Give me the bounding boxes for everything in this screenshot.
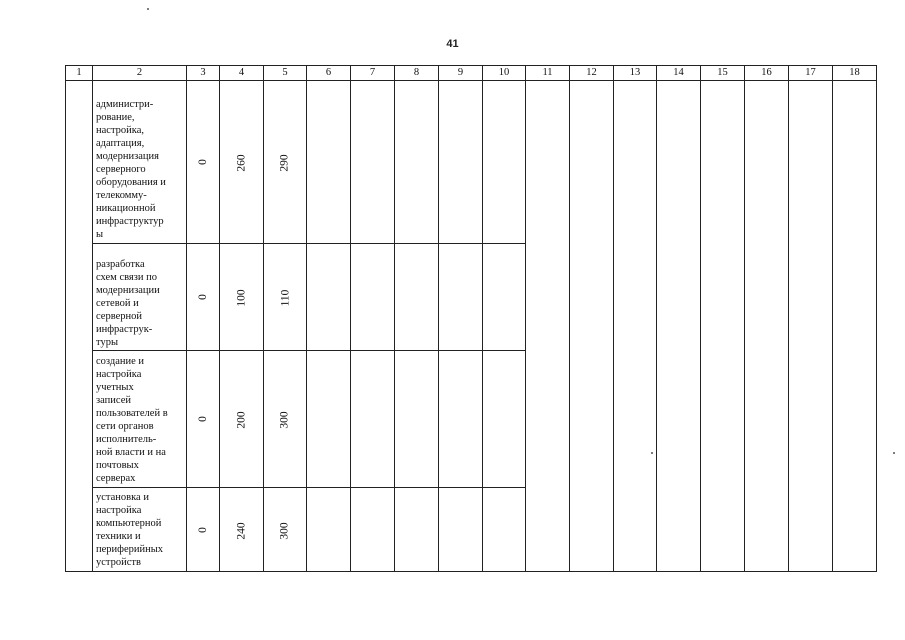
empty-cell	[439, 81, 483, 244]
value-col3	[187, 488, 220, 572]
value-col3-text: 0	[197, 416, 209, 422]
empty-cell	[307, 488, 351, 572]
value-col5-text: 300	[279, 521, 291, 540]
table-row	[66, 81, 877, 244]
merged-cell-col11	[526, 81, 570, 572]
empty-cell	[351, 488, 395, 572]
empty-cell	[439, 244, 483, 351]
merged-cell-col12	[570, 81, 614, 572]
column-number-header: 3	[187, 66, 220, 81]
empty-cell	[483, 488, 526, 572]
merged-cell-col13	[614, 81, 657, 572]
empty-cell	[307, 244, 351, 351]
merged-cell-col17	[789, 81, 833, 572]
value-col5	[264, 81, 307, 244]
column-number-header: 2	[93, 66, 187, 81]
row-description: создание и настройка учетных записей пользователей в сети органов исполнитель- ной власти и на почтовых серверах	[93, 351, 187, 488]
column-number-header: 7	[351, 66, 395, 81]
column-number-row	[66, 66, 877, 81]
row-description: установка и настройка компьютерной техники и периферийных устройств	[93, 488, 187, 572]
empty-cell	[483, 81, 526, 244]
empty-cell	[439, 351, 483, 488]
empty-cell	[395, 81, 439, 244]
row-description: разработка схем связи по модернизации сетевой и серверной инфраструк- туры	[93, 244, 187, 351]
row-description: администри- рование, настройка, адаптация, модернизация серверного оборудования и телекомму- никационной инфраструктур ы	[93, 81, 187, 244]
value-col3	[187, 81, 220, 244]
empty-cell	[351, 244, 395, 351]
value-col5-text: 110	[278, 289, 291, 307]
value-col5-text: 300	[279, 411, 291, 429]
empty-cell	[395, 244, 439, 351]
value-col4-text: 260	[235, 154, 248, 172]
value-col3-text: 0	[197, 159, 209, 165]
column-number-header: 10	[483, 66, 526, 81]
empty-cell	[439, 488, 483, 572]
value-col5-text: 290	[279, 154, 291, 172]
value-col4	[220, 244, 264, 351]
empty-cell	[307, 351, 351, 488]
column-number-header: 17	[789, 66, 833, 81]
value-col5	[264, 351, 307, 488]
merged-cell-col15	[701, 81, 745, 572]
column-number-header: 9	[439, 66, 483, 81]
column-number-header: 8	[395, 66, 439, 81]
merged-cell-col1	[66, 81, 93, 572]
value-col3-text: 0	[197, 526, 209, 533]
merged-cell-col14	[657, 81, 701, 572]
value-col4	[220, 351, 264, 488]
value-col3-text: 0	[197, 294, 209, 300]
column-number-header: 4	[220, 66, 264, 81]
value-col4-text: 240	[235, 521, 248, 540]
empty-cell	[351, 81, 395, 244]
merged-cell-col18	[833, 81, 877, 572]
scan-speck	[893, 452, 895, 454]
column-number-header: 15	[701, 66, 745, 81]
value-col4-text: 200	[235, 411, 248, 429]
value-col4	[220, 488, 264, 572]
empty-cell	[307, 81, 351, 244]
column-number-header: 18	[833, 66, 877, 81]
column-number-header: 1	[66, 66, 93, 81]
value-col4-text: 100	[235, 289, 248, 307]
empty-cell	[395, 488, 439, 572]
column-number-header: 6	[307, 66, 351, 81]
column-number-header: 16	[745, 66, 789, 81]
value-col3	[187, 351, 220, 488]
budget-table	[65, 65, 877, 572]
merged-cell-col16	[745, 81, 789, 572]
empty-cell	[483, 244, 526, 351]
scan-speck	[147, 8, 149, 10]
value-col5	[264, 244, 307, 351]
page-number: 41	[446, 38, 459, 50]
column-number-header: 5	[264, 66, 307, 81]
value-col5	[264, 488, 307, 572]
column-number-header: 12	[570, 66, 614, 81]
column-number-header: 13	[614, 66, 657, 81]
empty-cell	[483, 351, 526, 488]
column-number-header: 11	[526, 66, 570, 81]
column-number-header: 14	[657, 66, 701, 81]
value-col4	[220, 81, 264, 244]
empty-cell	[395, 351, 439, 488]
empty-cell	[351, 351, 395, 488]
value-col3	[187, 244, 220, 351]
